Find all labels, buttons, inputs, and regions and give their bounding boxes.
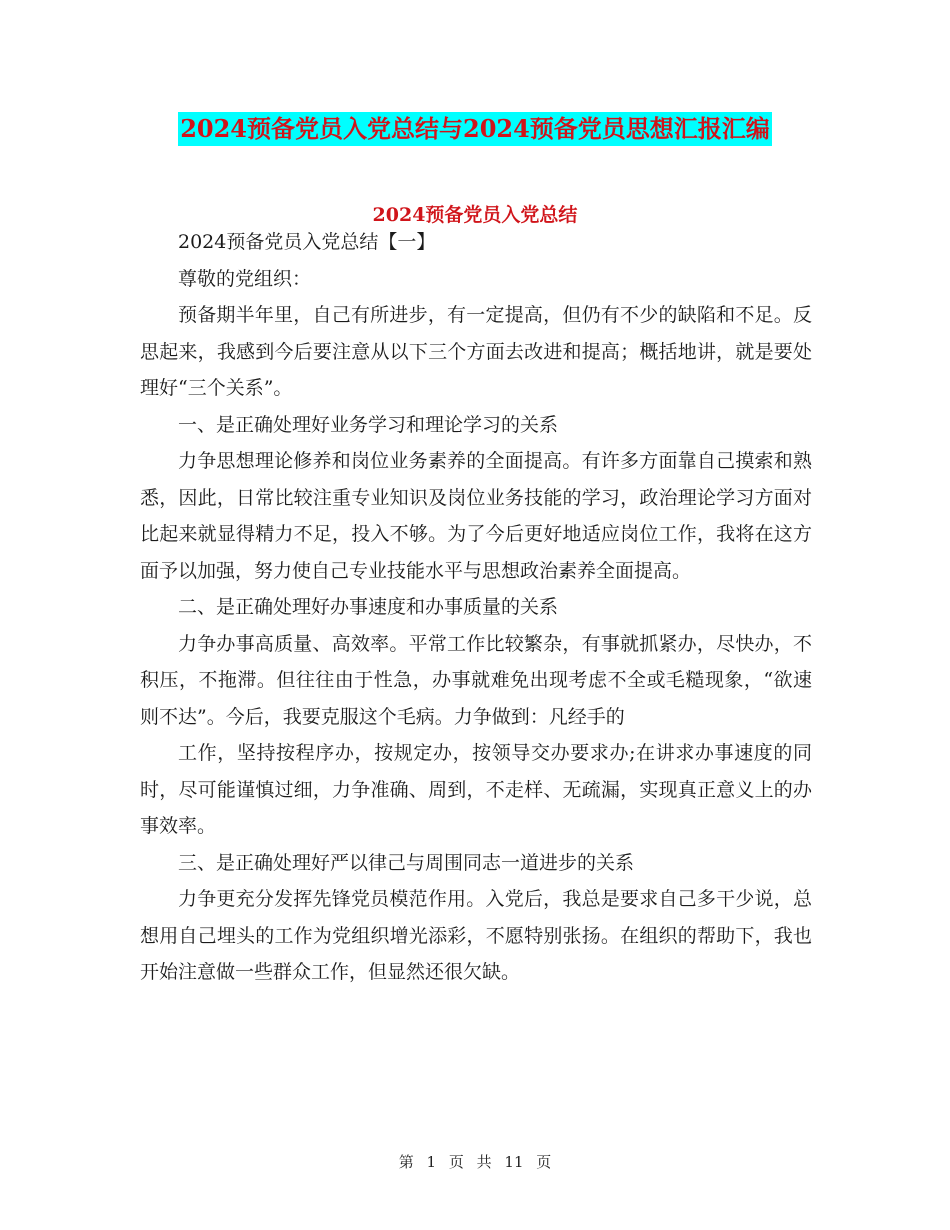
footer-page-prefix: 第 (398, 1153, 414, 1171)
footer-page-mid: 页 (448, 1153, 464, 1171)
main-title: 2024预备党员入党总结与2024预备党员思想汇报汇编 (178, 112, 772, 146)
document-body (140, 224, 812, 991)
main-title-wrapper (0, 112, 950, 146)
paragraph: 尊敬的党组织： (178, 267, 312, 290)
paragraph: 力争办事高质量、高效率。平常工作比较繁杂，有事就抓紧办，尽快办，不积压，不拖滞。但往往由于性急，办事就难免出现考虑不全或毛糙现象，“欲速则不达”。今后，我要克服这个毛病。力争做到：凡经手的 (140, 632, 812, 728)
paragraph: 预备期半年里，自己有所进步，有一定提高，但仍有不少的缺陷和不足。反思起来，我感到今后要注意从以下三个方面去改进和提高；概括地讲，就是要处理好“三个关系”。 (140, 304, 812, 399)
paragraph: 三、是正确处理好严以律己与周围同志一道进步的关系 (178, 851, 635, 874)
footer-total-pages: 11 (504, 1153, 524, 1171)
paragraph: 二、是正确处理好办事速度和办事质量的关系 (178, 596, 559, 618)
paragraph: 工作，坚持按程序办，按规定办，按领导交办要求办;在讲求办事速度的同时，尽可能谨慎过细，力争准确、周到，不走样、无疏漏，实现真正意义上的办事效率。 (140, 742, 812, 837)
paragraph: 一、是正确处理好业务学习和理论学习的关系 (178, 413, 559, 436)
paragraph: 力争更充分发挥先锋党员模范作用。入党后，我总是要求自己多干少说，总想用自己埋头的工作为党组织增光添彩，不愿特别张扬。在组织的帮助下，我也开始注意做一些群众工作，但显然还很欠缺。 (140, 888, 812, 983)
footer-total-suffix: 页 (536, 1153, 552, 1171)
paragraph: 力争思想理论修养和岗位业务素养的全面提高。有许多方面靠自己摸索和熟悉，因此，日常比较注重专业知识及岗位业务技能的学习，政治理论学习方面对比起来就显得精力不足，投入不够。为了今后更好地适应岗位工作，我将在这方面予以加强，努力使自己专业技能水平与思想政治素养全面提高。 (140, 450, 812, 582)
paragraph: 2024预备党员入党总结【一】 (178, 231, 436, 253)
footer-total-prefix: 共 (476, 1153, 492, 1171)
page-footer (0, 1151, 950, 1172)
footer-page-number: 1 (426, 1153, 437, 1171)
section-title: 2024预备党员入党总结 (372, 204, 578, 226)
